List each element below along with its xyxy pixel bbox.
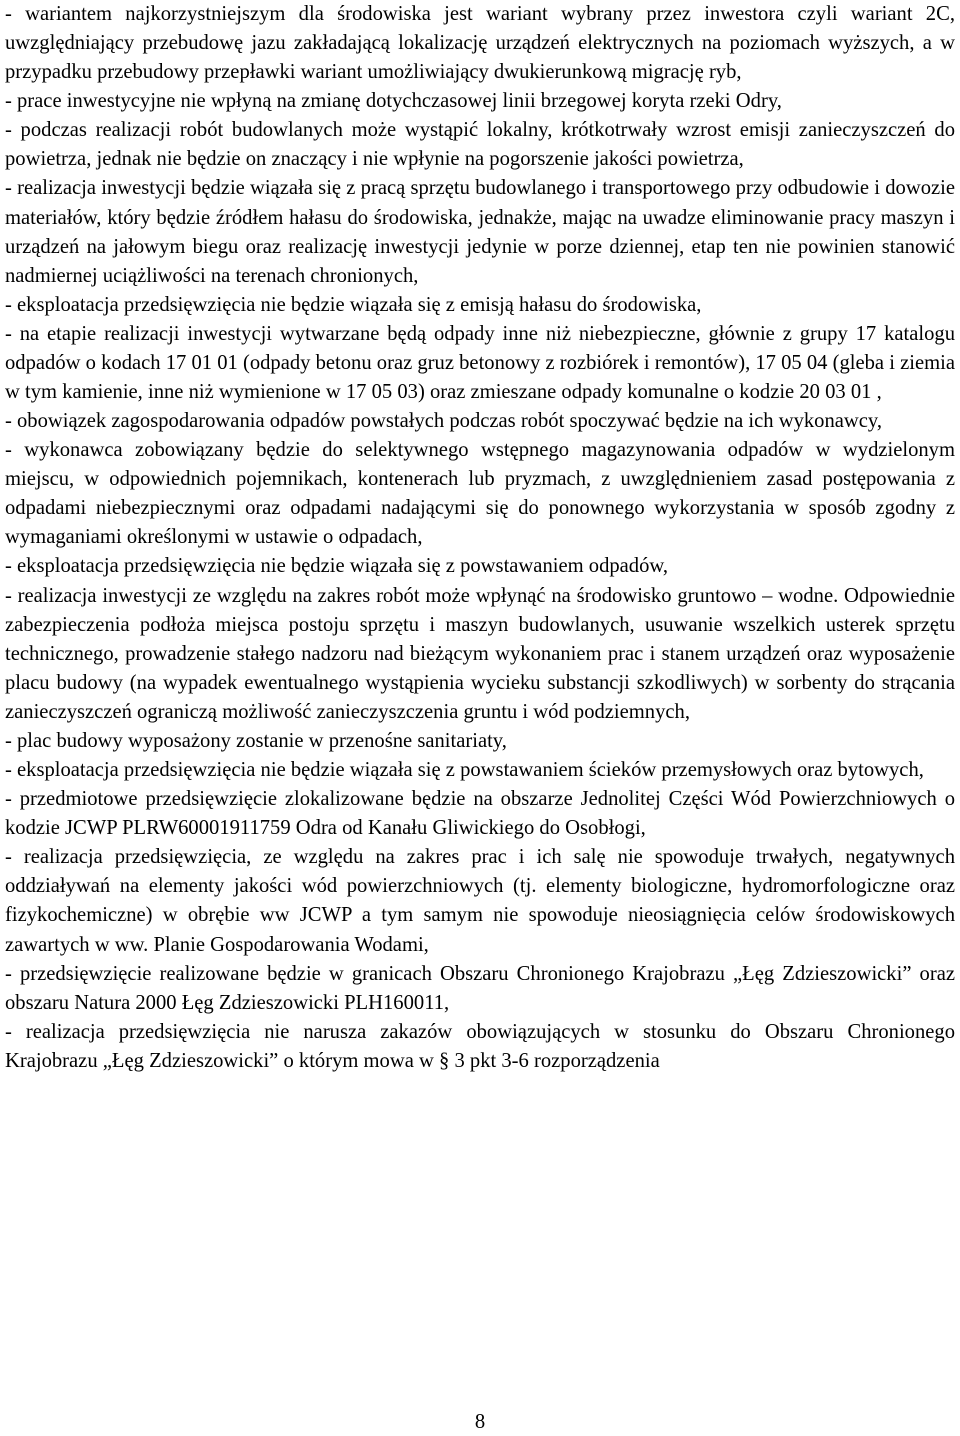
paragraph-protected-area: - przedsięwzięcie realizowane będzie w granicach Obszaru Chronionego Krajobrazu „Łęg Zdzieszowicki” oraz obszaru Natura 2000 Łęg Zdzieszowicki PLH160011,: [5, 962, 955, 1014]
page-number: 8: [474, 1411, 486, 1433]
paragraph-operation-waste: - eksploatacja przedsięwzięcia nie będzie wiązała się z powstawaniem odpadów,: [5, 555, 669, 578]
paragraph-regulation: - realizacja przedsięwzięcia nie narusza zakazów obowiązujących w stosunku do Obszaru Chronionego Krajobrazu „Łęg Zdzieszowicki” o którym mowa w § 3 pkt 3-6 rozporządzenia: [5, 1020, 955, 1072]
paragraph-sewage: - eksploatacja przedsięwzięcia nie będzie wiązała się z powstawaniem ścieków przemysłowych oraz bytowych,: [5, 759, 924, 782]
paragraph-air-emissions: - podczas realizacji robót budowlanych może wystąpić lokalny, krótkotrwały wzrost emisji zanieczyszczeń do powietrza, jednak nie będzie on znaczący i nie wpłynie na pogorszenie jakości powietrza,: [5, 119, 955, 171]
document-body: [5, 0, 955, 1076]
paragraph-waste-storage: - wykonawca zobowiązany będzie do selektywnego wstępnego magazynowania odpadów w wydzielonym miejscu, w odpowiednich pojemnikach, kontenerach lub pryzmach, z uwzględnieniem zasad postępowania z odpadami niebezpiecznymi oraz odpadami nadającymi się do ponownego wykorzystania w sposób zgodny z wymaganiami określonymi w ustawie o odpadach,: [5, 439, 955, 549]
paragraph-sanitary: - plac budowy wyposażony zostanie w przenośne sanitariaty,: [5, 729, 507, 752]
paragraph-operation-noise: - eksploatacja przedsięwzięcia nie będzie wiązała się z emisją hałasu do środowiska,: [5, 293, 702, 316]
paragraph-variant-choice: - wariantem najkorzystniejszym dla środowiska jest wariant wybrany przez inwestora czyli wariant 2C, uwzględniający przebudowę jazu zakładającą lokalizację urządzeń elektrycznych na poziomach wyższych, a w przypadku przebudowy przepławki wariant umożliwiający dwukierunkową migrację ryb,: [5, 3, 955, 84]
paragraph-jcwp-location: - przedmiotowe przedsięwzięcie zlokalizowane będzie na obszarze Jednolitej Części Wód Powierzchniowych o kodzie JCWP PLRW60001911759 Odra od Kanału Gliwickiego do Osobłogi,: [5, 788, 955, 840]
paragraph-waste-codes: - na etapie realizacji inwestycji wytwarzane będą odpady inne niż niebezpieczne, głównie z grupy 17 katalogu odpadów o kodach 17 01 01 (odpady betonu oraz gruz betonowy z rozbiórek i remontów), 17 05 04 (gleba i ziemia w tym kamienie, inne niż wymienione w 17 05 03) oraz zmieszane odpady komunalne o kodzie 20 03 01 ,: [5, 322, 955, 404]
paragraph-shoreline: - prace inwestycyjne nie wpłyną na zmianę dotychczasowej linii brzegowej koryta rzeki Odry,: [5, 90, 782, 113]
paragraph-soil-water: - realizacja inwestycji ze względu na zakres robót może wpłynąć na środowisko gruntowo – wodne. Odpowiednie zabezpieczenia podłoża miejsca postoju sprzętu i maszyn budowlanych, usuwanie wszelkich usterek sprzętu technicznego, prowadzenie stałego nadzoru nad bieżącym wykonaniem prac i stanem urządzeń oraz wyposażenie placu budowy (na wypadek ewentualnego wystąpienia wycieku substancji szkodliwych) w sorbenty do strącania zanieczyszczeń ograniczą możliwość zanieczyszczenia gruntu i wód podziemnych,: [5, 584, 955, 723]
paragraph-waste-duty: - obowiązek zagospodarowania odpadów powstałych podczas robót spoczywać będzie na ich wykonawcy,: [5, 410, 883, 433]
paragraph-construction-noise: - realizacja inwestycji będzie wiązała się z pracą sprzętu budowlanego i transportowego przy odbudowie i dowozie materiałów, który będzie źródłem hałasu do środowiska, jednakże, mając na uwadze eliminowanie pracy maszyn i urządzeń na jałowym biegu oraz realizację inwestycji jedynie w porze dziennej, etap ten nie powinien stanowić nadmiernej uciążliwości na terenach chronionych,: [5, 177, 955, 287]
paragraph-water-quality: - realizacja przedsięwzięcia, ze względu na zakres prac i ich salę nie spowoduje trwałych, negatywnych oddziaływań na elementy jakości wód powierzchniowych (tj. elementy biologiczne, hydromorfologiczne oraz fizykochemiczne) w obrębie ww JCWP a tym samym nie spowoduje nieosiągnięcia celów środowiskowych zawartych w ww. Planie Gospodarowania Wodami,: [5, 846, 955, 956]
